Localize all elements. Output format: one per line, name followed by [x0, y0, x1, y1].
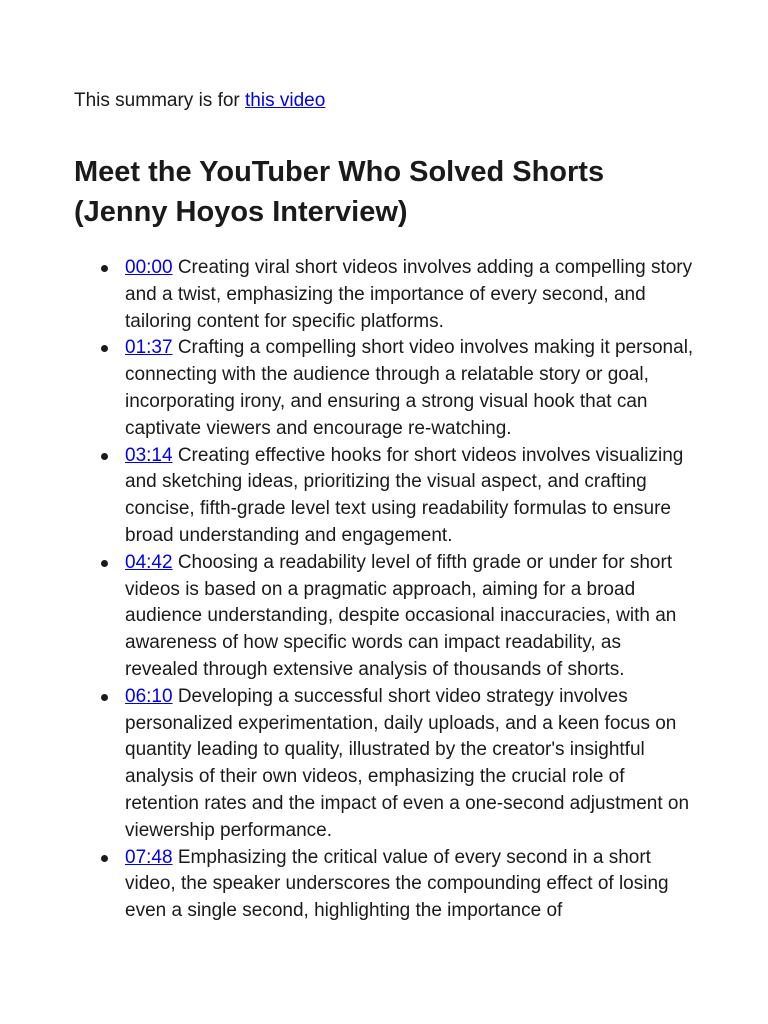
list-item: [74, 335, 699, 442]
document-page: [74, 88, 699, 925]
timestamp-link[interactable]: 00:00: [125, 257, 173, 278]
video-link[interactable]: this video: [245, 90, 326, 111]
intro-line: [74, 88, 699, 114]
bullet-icon: [101, 855, 108, 862]
item-text: Crafting a compelling short video involves making it personal, connecting with the audience through a relatable story or goal, incorporating irony, and ensuring a strong visual hook that can captivate viewers and encourage re-watching.: [125, 337, 694, 439]
list-item: [74, 255, 699, 335]
item-text: Creating effective hooks for short videos involves visualizing and sketching ideas, prioritizing the visual aspect, and crafting concise, fifth-grade level text using readability formulas to ensure broad understanding and engagement.: [125, 444, 684, 546]
item-text: Emphasizing the critical value of every second in a short video, the speaker underscores the compounding effect of losing even a single second, highlighting the importance of: [125, 846, 669, 922]
bullet-icon: [101, 560, 108, 567]
timestamp-link[interactable]: 06:10: [125, 685, 173, 707]
bullet-icon: [101, 453, 108, 460]
timestamp-link[interactable]: 04:42: [125, 551, 173, 573]
summary-list: [74, 255, 699, 925]
list-item: [74, 443, 699, 550]
bullet-icon: [101, 345, 108, 352]
timestamp-link[interactable]: 03:14: [125, 444, 173, 466]
list-item: [74, 845, 699, 925]
bullet-icon: [101, 265, 108, 272]
bullet-icon: [101, 694, 108, 701]
intro-text: This summary is for: [74, 90, 246, 111]
timestamp-link[interactable]: 07:48: [125, 846, 173, 868]
item-text: Creating viral short videos involves adding a compelling story and a twist, emphasizing the importance of every second, and tailoring content for specific platforms.: [125, 257, 693, 332]
list-item: [74, 550, 699, 684]
item-text: Developing a successful short video strategy involves personalized experimentation, daily uploads, and a keen focus on quantity leading to quality, illustrated by the creator's insightful analysis of their own videos, emphasizing the crucial role of retention rates and the impact of even a one-second adjustment on viewership performance.: [125, 685, 690, 841]
timestamp-link[interactable]: 01:37: [125, 337, 173, 359]
page-title: Meet the YouTuber Who Solved Shorts (Jenny Hoyos Interview): [74, 156, 605, 228]
item-text: Choosing a readability level of fifth grade or under for short videos is based on a pragmatic approach, aiming for a broad audience understanding, despite occasional inaccuracies, with an awareness of how specific words can impact readability, as revealed through extensive analysis of thousands of shorts.: [125, 551, 677, 680]
list-item: [74, 684, 699, 845]
